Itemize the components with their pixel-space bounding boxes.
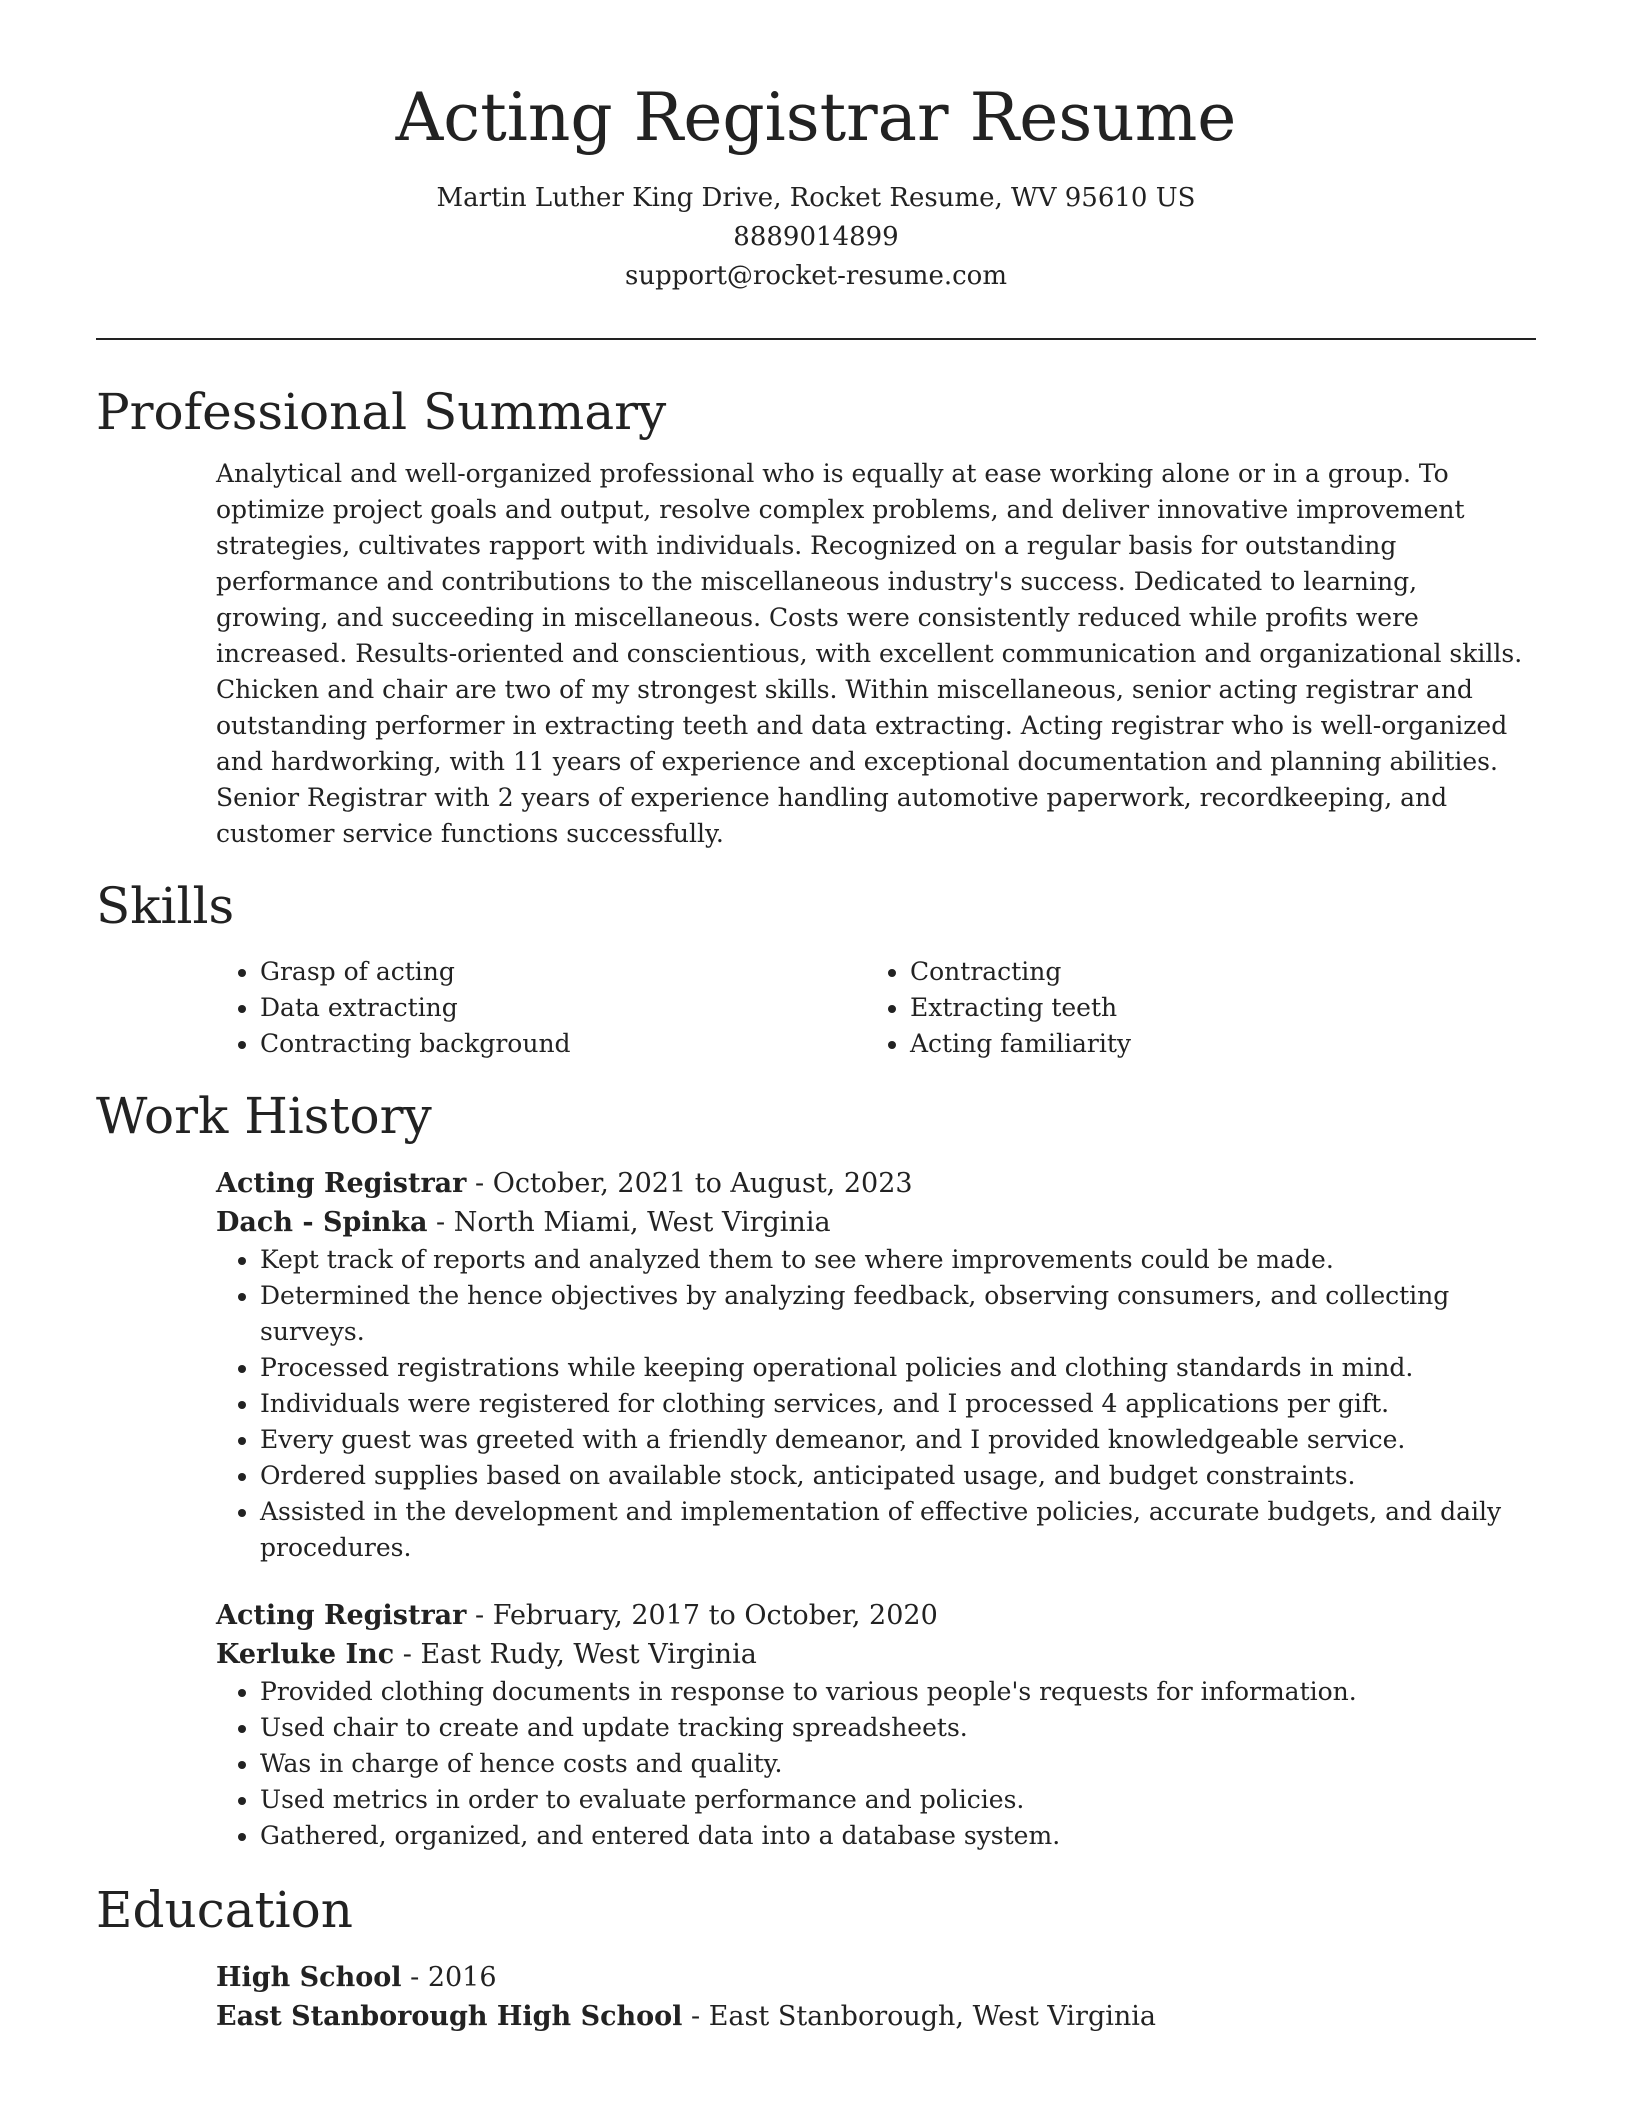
job-company: Kerluke Inc [216, 1638, 395, 1670]
resume-header [96, 0, 1536, 296]
education-school-line [216, 1997, 1536, 2036]
contact-phone: 8889014899 [733, 221, 899, 252]
contact-address: Martin Luther King Drive, Rocket Resume, WV 95610 US [436, 182, 1196, 213]
job-duty: • Individuals were registered for clothing services, and I processed 4 applications per gift. [260, 1386, 1536, 1422]
summary-heading: Professional Summary [96, 382, 667, 441]
skills-column-right [866, 954, 1516, 1062]
header-divider [96, 338, 1536, 340]
job-duty: • Used metrics in order to evaluate performance and policies. [260, 1782, 1536, 1818]
skills-heading: Skills [96, 876, 235, 935]
summary-paragraph: Analytical and well-organized professional who is equally at ease working alone or in a group. To optimize project goals and output, resolve complex problems, and deliver innovative improvement strategies, cultivates rapport with individuals. Recognized on a regular basis for outstanding performance and contributions to the miscellaneous industry's success. Dedicated to learning, growing, and succeeding in miscellaneous. Costs were consistently reduced while profits were increased. Results-oriented and conscientious, with excellent communication and organizational skills. Chicken and chair are two of my strongest skills. Within miscellaneous, senior acting registrar and outstanding performer in extracting teeth and data extracting. Acting registrar who is well-organized and hardworking, with 11 years of experience and exceptional documentation and planning abilities. Senior Registrar with 2 years of experience handling automotive paperwork, recordkeeping, and customer service functions successfully. [216, 458, 1523, 848]
education-heading: Education [96, 1880, 353, 1939]
job-duty: • Kept track of reports and analyzed them to see where improvements could be made. [260, 1242, 1536, 1278]
job-duty: • Used chair to create and update tracking spreadsheets. [260, 1710, 1536, 1746]
skill-item: • Contracting [910, 954, 1516, 990]
job-duty: • Was in charge of hence costs and quality. [260, 1746, 1536, 1782]
job-role: Acting Registrar [216, 1167, 467, 1199]
education-location: - East Stanborough, West Virginia [682, 2000, 1157, 2032]
education-degree: High School [216, 1961, 402, 1993]
skill-item: • Acting familiarity [910, 1026, 1516, 1062]
education-entry [216, 1958, 1536, 2036]
job-dates: - October, 2021 to August, 2023 [466, 1167, 913, 1199]
job-duties [216, 1674, 1536, 1854]
job-dates: - February, 2017 to October, 2020 [466, 1599, 938, 1631]
skill-item: • Contracting background [260, 1026, 866, 1062]
skill-item: • Grasp of acting [260, 954, 866, 990]
work-history-heading: Work History [96, 1086, 432, 1145]
resume-title: Acting Registrar Resume [395, 79, 1237, 156]
job-location: - East Rudy, West Virginia [394, 1638, 757, 1670]
job-role: Acting Registrar [216, 1599, 467, 1631]
skill-item: • Extracting teeth [910, 990, 1516, 1026]
education-degree-line [216, 1958, 1536, 1997]
skills-column-left [216, 954, 866, 1062]
job-duty: • Ordered supplies based on available stock, anticipated usage, and budget constraints. [260, 1458, 1536, 1494]
skills-list [216, 954, 1536, 1062]
job-duty: • Determined the hence objectives by analyzing feedback, observing consumers, and collecting surveys. [260, 1278, 1536, 1350]
job-duty: • Every guest was greeted with a friendly demeanor, and I provided knowledgeable service. [260, 1422, 1536, 1458]
job-duty: • Assisted in the development and implementation of effective policies, accurate budgets, and daily procedures. [260, 1494, 1536, 1566]
job-title-line [216, 1164, 1536, 1203]
resume-page [96, 0, 1536, 2036]
skill-item: • Data extracting [260, 990, 866, 1026]
job-entry [216, 1596, 1536, 1854]
job-company: Dach - Spinka [216, 1206, 428, 1238]
education-year: - 2016 [401, 1961, 497, 1993]
job-title-line [216, 1596, 1536, 1635]
job-company-line [216, 1203, 1536, 1242]
job-location: - North Miami, West Virginia [427, 1206, 831, 1238]
job-entry [216, 1164, 1536, 1566]
job-duty: • Gathered, organized, and entered data into a database system. [260, 1818, 1536, 1854]
job-duty: • Processed registrations while keeping operational policies and clothing standards in mind. [260, 1350, 1536, 1386]
job-duties [216, 1242, 1536, 1566]
work-history [216, 1164, 1536, 1854]
job-duty: • Provided clothing documents in response to various people's requests for information. [260, 1674, 1536, 1710]
education-school: East Stanborough High School [216, 2000, 683, 2032]
contact-email: support@rocket-resume.com [624, 260, 1007, 291]
job-company-line [216, 1635, 1536, 1674]
